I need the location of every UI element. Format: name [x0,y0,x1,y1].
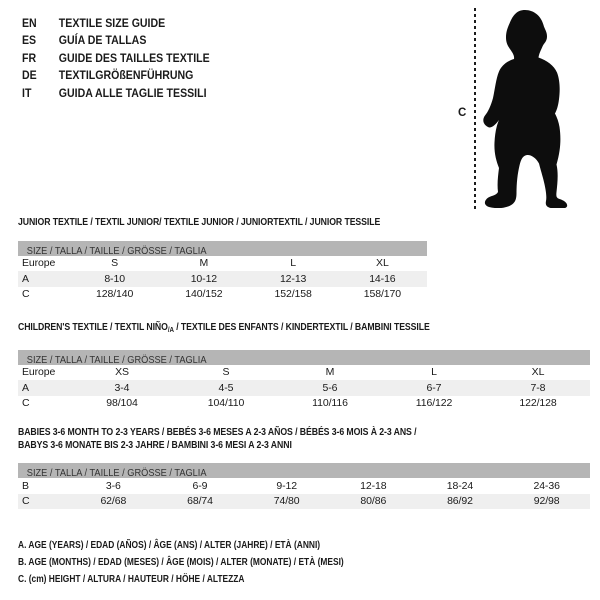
months-cell: 18-24 [446,479,474,492]
size-cell: XS [115,366,129,379]
table-row-height [18,396,590,412]
size-cell: S [111,257,119,270]
age-cell: 8-10 [104,272,125,285]
junior-size-table [18,256,427,303]
row-label: A [22,381,29,394]
size-header-bar [18,463,590,478]
height-cell: 80/86 [360,495,387,508]
size-header-text: SIZE / TALLA / TAILLE / GRÖSSE / TAGLIA [26,244,207,256]
babies-size-table [18,478,590,509]
age-cell: 12-13 [279,272,307,285]
title-line-1: BABIES 3-6 MONTH TO 2-3 YEARS / BEBÉS 3-6 MESES A 2-3 AÑOS / BÉBÉS 3-6 MOIS À 2-3 ANS / [18,426,417,438]
size-cell: L [290,257,296,270]
babies-table-title [18,426,493,451]
age-cell: 4-5 [218,381,234,394]
language-code: DE [22,70,37,83]
table-row-height [18,494,590,510]
size-cell: XL [376,257,389,270]
size-header-text: SIZE / TALLA / TAILLE / GRÖSSE / TAGLIA [26,467,207,478]
language-title-list [22,16,210,103]
height-cell: 92/98 [533,495,560,508]
height-cell: 104/110 [207,397,245,410]
junior-table-title: JUNIOR TEXTILE / TEXTIL JUNIOR/ TEXTILE JUNIOR / JUNIORTEXTIL / JUNIOR TESSILE [18,216,381,228]
row-label: C [22,397,30,410]
row-label: Europe [22,257,56,270]
age-cell: 6-7 [426,381,442,394]
childrens-textile-section [18,321,590,411]
size-header-text: SIZE / TALLA / TAILLE / GRÖSSE / TAGLIA [26,353,207,365]
language-row-en [22,16,210,33]
age-cell: 14-16 [369,272,396,285]
title-subscript: /A [167,325,174,334]
height-cell: 158/170 [363,288,401,301]
height-measure-dashed-line [474,8,476,209]
title-line-2: BABYS 3-6 MONATE BIS 2-3 JAHRE / BAMBINI 3-6 MESI A 2-3 ANNI [18,438,292,451]
babies-textile-section [18,426,590,509]
height-cell: 62/68 [100,495,127,508]
size-cell: XL [531,366,545,379]
row-label: A [22,272,29,285]
guide-title-it: GUIDA ALLE TAGLIE TESSILI [58,87,207,100]
height-cell: 74/80 [273,495,300,508]
months-cell: 3-6 [105,479,121,492]
language-row-es [22,33,210,50]
guide-title-de: TEXTILGRÖßENFÜHRUNG [58,70,194,83]
row-label: C [22,495,30,508]
guide-title-fr: GUIDE DES TAILLES TEXTILE [58,52,210,65]
size-header-bar [18,241,427,256]
height-cell: 116/122 [415,397,453,410]
height-cell: 86/92 [447,495,473,508]
size-cell: L [431,366,437,379]
language-code: IT [22,87,32,100]
age-cell: 3-4 [114,381,130,394]
title-text: CHILDREN'S TEXTILE / TEXTIL NIÑO [18,321,168,333]
childrens-size-table [18,365,590,412]
footnote-legend [18,537,344,589]
size-cell: M [325,366,335,379]
months-cell: 6-9 [192,479,208,492]
title-text: / TEXTILE DES ENFANTS / KINDERTEXTIL / BAMBINI TESSILE [173,321,430,333]
table-row-age [18,380,590,396]
height-cell: 122/128 [519,397,557,410]
row-label: Europe [22,366,56,379]
row-label: B [22,479,29,492]
height-cell: 110/116 [312,397,348,410]
toddler-silhouette-icon [478,8,575,208]
months-cell: 12-18 [360,479,387,492]
footnote-a: A. AGE (YEARS) / EDAD (AÑOS) / ÂGE (ANS) / ALTER (JAHRE) / ETÀ (ANNI) [18,539,321,551]
height-cell: 98/104 [106,397,138,410]
size-header-bar [18,350,590,365]
guide-title-es: GUÍA DE TALLAS [58,35,147,48]
table-row-months [18,478,590,494]
age-cell: 7-8 [530,381,546,394]
age-cell: 5-6 [322,381,338,394]
size-cell: S [222,366,230,379]
height-cell: 152/158 [274,288,312,301]
footnote-b: B. AGE (MONTHS) / EDAD (MESES) / ÂGE (MOIS) / ALTER (MONATE) / ETÀ (MESI) [18,556,344,569]
language-row-fr [22,51,210,68]
guide-title-en: TEXTILE SIZE GUIDE [58,18,166,30]
age-cell: 10-12 [190,272,218,285]
table-row-europe [18,256,427,272]
language-code: FR [22,52,37,65]
language-code: ES [22,35,37,48]
height-cell: 140/152 [185,288,223,301]
height-cell: 68/74 [187,495,213,508]
table-row-height [18,287,427,303]
language-row-de [22,68,210,85]
childrens-table-title [18,321,493,337]
junior-textile-section [18,216,427,302]
footnote-c: C. (cm) HEIGHT / ALTURA / HAUTEUR / HÖHE / ALTEZZA [18,573,245,586]
language-code: EN [22,18,37,30]
height-measure-label: C [458,107,467,119]
table-row-age [18,271,427,287]
months-cell: 9-12 [276,479,297,492]
table-row-europe [18,365,590,381]
language-row-it [22,86,210,103]
months-cell: 24-36 [533,479,560,492]
row-label: C [22,288,30,301]
size-cell: M [199,257,209,270]
height-cell: 128/140 [95,288,134,301]
